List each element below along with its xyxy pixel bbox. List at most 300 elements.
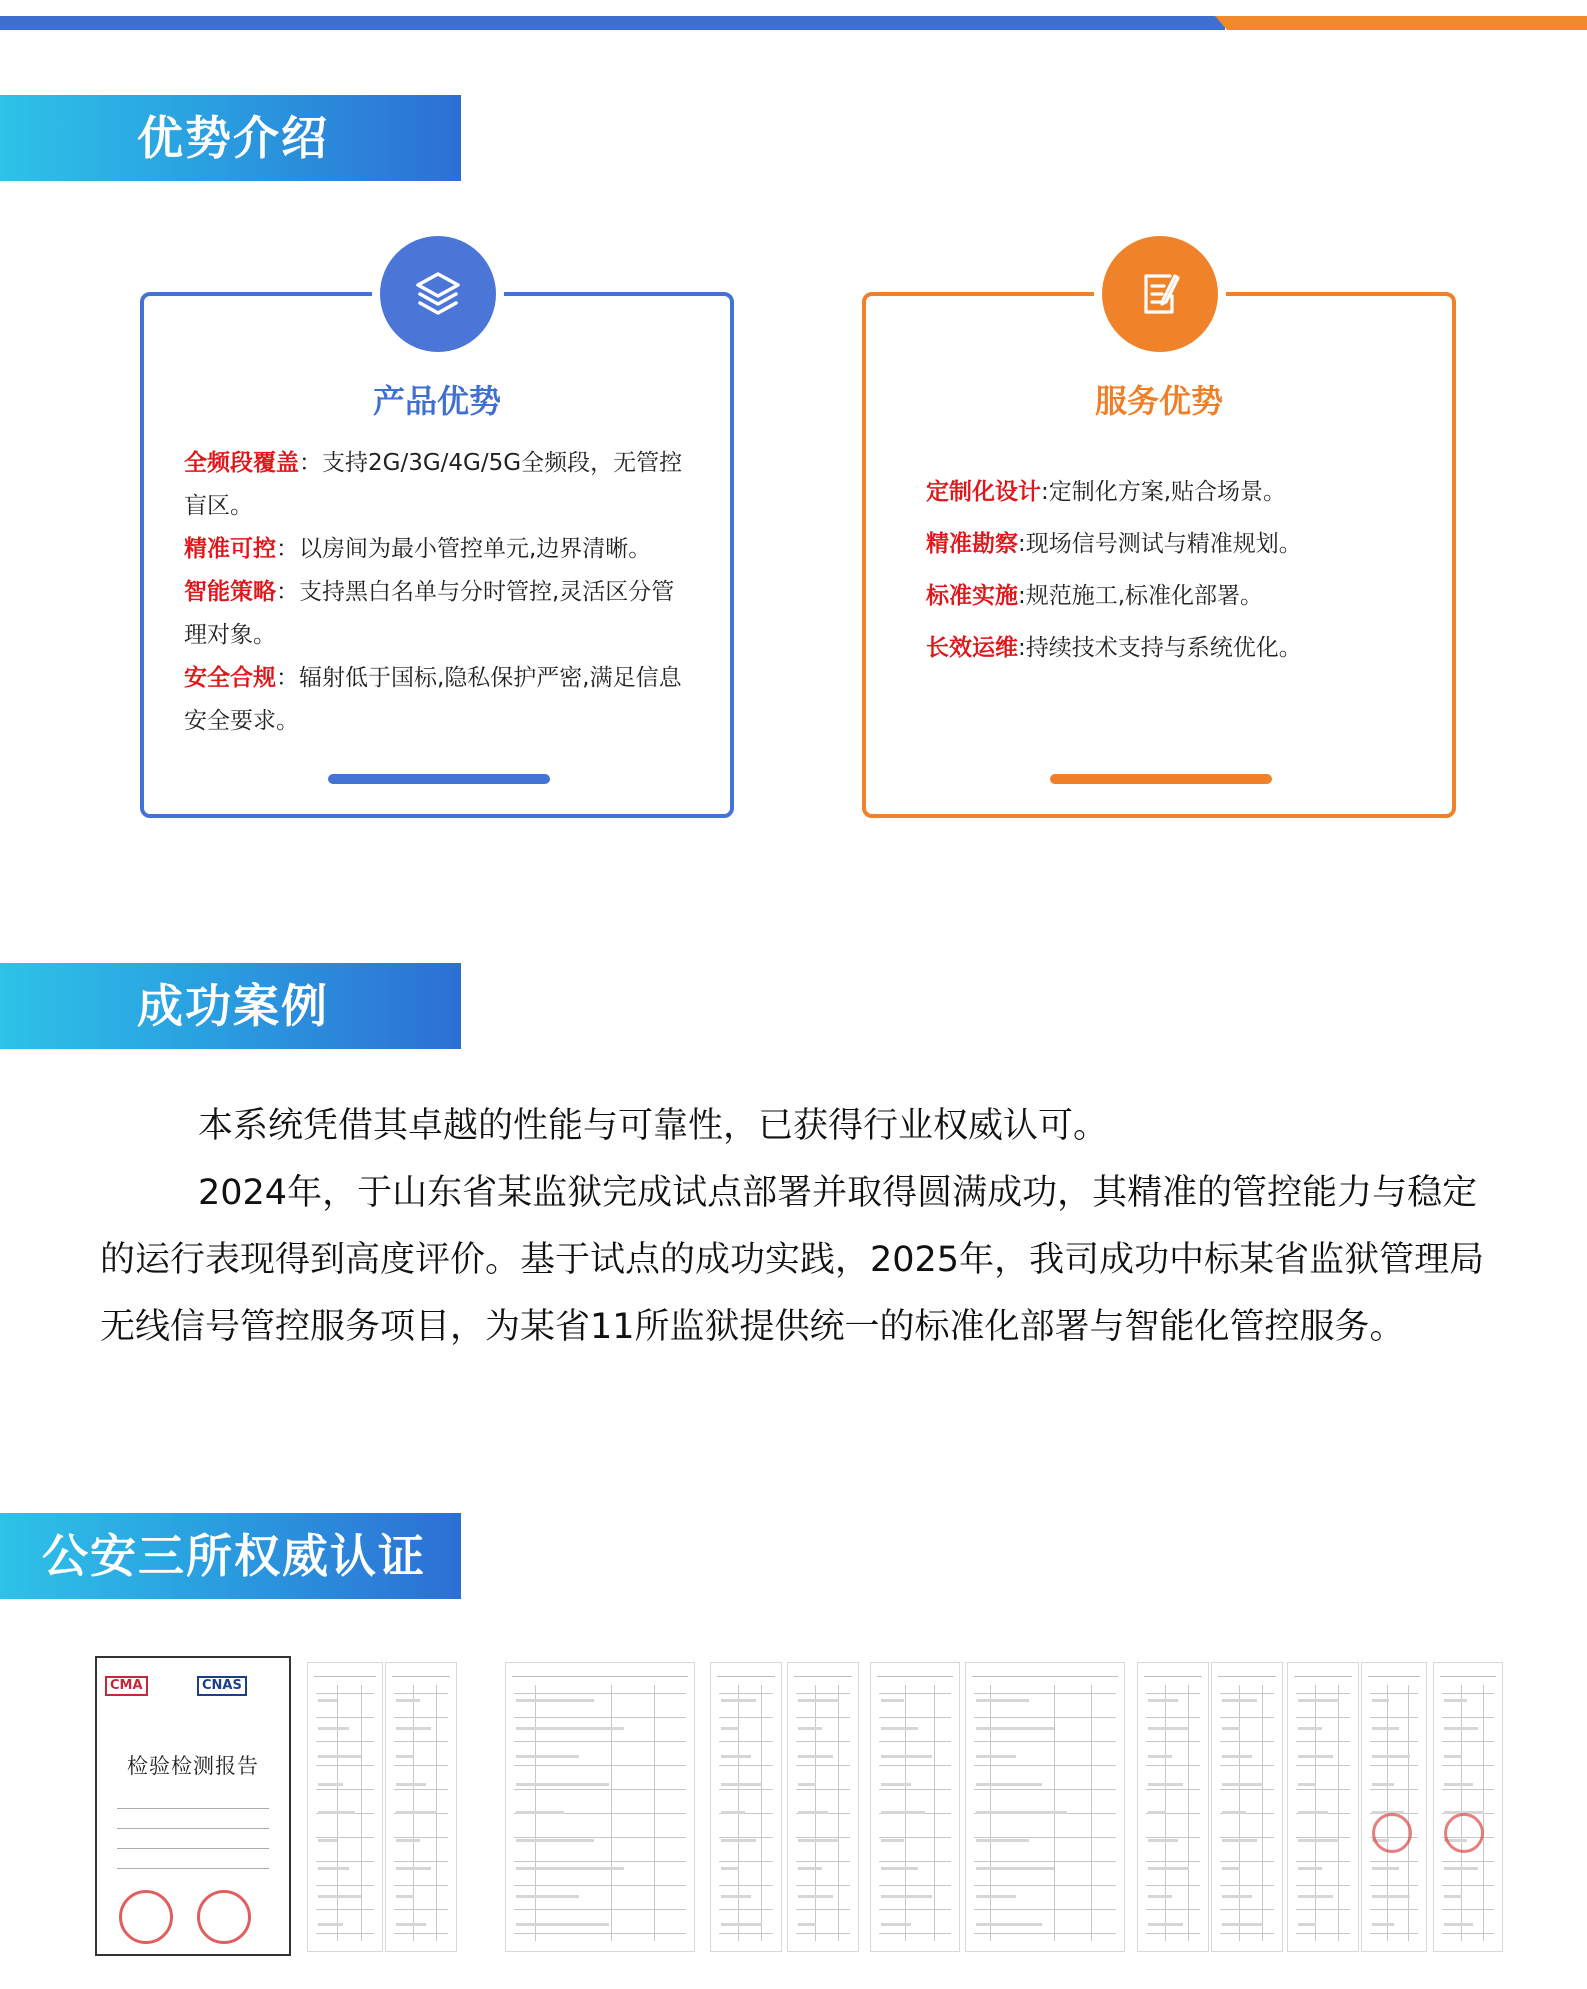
page-table-row	[796, 1933, 850, 1934]
page-header-line	[717, 1669, 775, 1677]
page-text-block	[1298, 1923, 1316, 1926]
page-text-block	[516, 1811, 564, 1814]
page-text-block	[1372, 1867, 1399, 1870]
page-table-row	[316, 1717, 374, 1718]
page-table-row	[1146, 1765, 1200, 1766]
page-text-block	[721, 1755, 751, 1758]
page-table-row	[1296, 1861, 1350, 1862]
page-text-block	[1222, 1727, 1240, 1730]
page-text-block	[976, 1699, 1029, 1702]
section-banner-advantages	[0, 95, 461, 181]
page-text-block	[1222, 1783, 1263, 1786]
page-text-block	[798, 1811, 828, 1814]
page-text-block	[1222, 1867, 1240, 1870]
page-table-row	[1370, 1789, 1418, 1790]
page-table-row	[1220, 1765, 1274, 1766]
page-text-block	[721, 1867, 739, 1870]
page-text-block	[396, 1811, 437, 1814]
report-page-thumbnail	[1211, 1662, 1283, 1952]
cover-line	[117, 1848, 269, 1849]
cases-paragraph-1: 本系统凭借其卓越的性能与可靠性，已获得行业权威认可。	[198, 1106, 1109, 1146]
page-table-row	[514, 1933, 686, 1934]
cases-paragraph-2: 2024年，于山东省某监狱完成试点部署并取得圆满成功，其精准的管控能力与稳定的运行表现得到高度评价。基于试点的成功实践，2025年，我司成功中标某省监狱管理局无线信号管控服务项目，为某省11所监狱提供统一的标准化部署与智能化管控服务。	[100, 1173, 1485, 1347]
page-text-block	[881, 1783, 911, 1786]
page-table-row	[879, 1741, 951, 1742]
product-item-key: 全频段覆盖	[184, 450, 299, 476]
page-table-column	[1188, 1685, 1189, 1941]
cases-description	[100, 1093, 1500, 1361]
page-text-block	[1298, 1839, 1339, 1842]
service-item	[926, 622, 1416, 674]
page-table-row	[879, 1837, 951, 1838]
page-text-block	[516, 1755, 579, 1758]
page-table-row	[974, 1909, 1116, 1910]
product-item-text: ：支持黑白名单与分时管控,灵活区分管理对象。	[184, 579, 675, 648]
page-text-block	[976, 1895, 1016, 1898]
page-text-block	[721, 1783, 762, 1786]
red-seal	[1372, 1813, 1412, 1853]
service-item-key: 长效运维	[926, 635, 1018, 661]
page-table-row	[1370, 1909, 1418, 1910]
page-table-row	[719, 1909, 773, 1910]
page-table-row	[394, 1717, 448, 1718]
report-page-thumbnail	[710, 1662, 782, 1952]
page-table-row	[1146, 1717, 1200, 1718]
page-table-row	[316, 1765, 374, 1766]
page-table-row	[1146, 1837, 1200, 1838]
page-table-row	[394, 1693, 448, 1694]
page-table-row	[796, 1789, 850, 1790]
cma-logo: CMA	[105, 1676, 148, 1696]
report-page-thumbnail	[307, 1662, 383, 1952]
page-text-block	[798, 1727, 822, 1730]
page-text-block	[396, 1699, 420, 1702]
page-table-row	[514, 1837, 686, 1838]
page-table-row	[394, 1909, 448, 1910]
page-table-row	[719, 1693, 773, 1694]
layers-icon	[380, 236, 496, 352]
page-text-block	[318, 1727, 349, 1730]
page-table-row	[796, 1693, 850, 1694]
top-stripe-blue	[0, 16, 1225, 30]
page-table-row	[394, 1933, 448, 1934]
page-header-line	[512, 1669, 688, 1677]
page-table-row	[879, 1909, 951, 1910]
page-table-row	[879, 1885, 951, 1886]
page-text-block	[798, 1839, 839, 1842]
page-table-column	[838, 1685, 839, 1941]
page-table-row	[1442, 1765, 1494, 1766]
page-text-block	[318, 1839, 337, 1842]
page-table-row	[796, 1741, 850, 1742]
page-table-row	[394, 1789, 448, 1790]
page-table-row	[1146, 1693, 1200, 1694]
product-item	[184, 528, 694, 571]
report-page-thumbnail	[965, 1662, 1125, 1952]
page-table-row	[1442, 1885, 1494, 1886]
report-page-thumbnail	[1433, 1662, 1503, 1952]
page-text-block	[798, 1895, 833, 1898]
page-text-block	[976, 1867, 1054, 1870]
page-text-block	[1444, 1727, 1478, 1730]
page-text-block	[396, 1895, 414, 1898]
page-table-row	[719, 1837, 773, 1838]
page-text-block	[1372, 1755, 1410, 1758]
page-text-block	[1148, 1839, 1178, 1842]
page-table-row	[879, 1933, 951, 1934]
page-table-row	[514, 1789, 686, 1790]
page-table-row	[719, 1717, 773, 1718]
page-text-block	[976, 1755, 1016, 1758]
report-page-thumbnail	[870, 1662, 960, 1952]
page-text-block	[881, 1895, 932, 1898]
product-item	[184, 657, 694, 743]
page-text-block	[798, 1923, 816, 1926]
page-header-line	[392, 1669, 450, 1677]
page-table-column	[1338, 1685, 1339, 1941]
page-table-row	[879, 1765, 951, 1766]
page-text-block	[881, 1923, 911, 1926]
page-table-row	[394, 1765, 448, 1766]
page-table-row	[719, 1765, 773, 1766]
red-stamp	[119, 1890, 173, 1944]
service-item	[926, 466, 1416, 518]
page-table-row	[719, 1789, 773, 1790]
edit-document-icon	[1102, 236, 1218, 352]
page-table-row	[879, 1693, 951, 1694]
service-item	[926, 518, 1416, 570]
page-table-row	[796, 1717, 850, 1718]
test-report-cover	[95, 1656, 291, 1956]
page-text-block	[1444, 1867, 1478, 1870]
page-table-row	[1220, 1741, 1274, 1742]
page-table-row	[316, 1789, 374, 1790]
page-header-line	[1368, 1669, 1420, 1677]
page-text-block	[1222, 1699, 1257, 1702]
page-table-row	[1296, 1693, 1350, 1694]
page-text-block	[976, 1923, 1042, 1926]
page-table-row	[316, 1741, 374, 1742]
page-text-block	[1222, 1923, 1263, 1926]
page-text-block	[1222, 1839, 1257, 1842]
page-header-line	[794, 1669, 852, 1677]
page-table-row	[394, 1861, 448, 1862]
section-title-advantages: 优势介绍	[137, 111, 329, 165]
page-text-block	[516, 1923, 609, 1926]
page-header-line	[314, 1669, 376, 1677]
cnas-logo: CNAS	[197, 1676, 247, 1696]
page-text-block	[396, 1755, 414, 1758]
page-table-row	[1296, 1933, 1350, 1934]
cover-line	[117, 1808, 269, 1809]
page-text-block	[1372, 1895, 1410, 1898]
page-text-block	[1372, 1699, 1389, 1702]
page-text-block	[1148, 1867, 1189, 1870]
page-text-block	[1372, 1783, 1394, 1786]
page-table-row	[1146, 1885, 1200, 1886]
page-table-row	[1220, 1861, 1274, 1862]
page-table-row	[1296, 1837, 1350, 1838]
page-table-row	[1370, 1861, 1418, 1862]
report-cover-title: 检验检测报告	[127, 1754, 259, 1778]
product-item-text: ：以房间为最小管控单元,边界清晰。	[276, 536, 652, 562]
page-table-row	[514, 1765, 686, 1766]
product-advantage-card	[140, 292, 734, 818]
section-banner-cases	[0, 963, 461, 1049]
service-item-key: 标准实施	[926, 583, 1018, 609]
page-text-block	[318, 1783, 343, 1786]
page-table-row	[879, 1717, 951, 1718]
report-page-thumbnail	[1137, 1662, 1209, 1952]
page-table-row	[1370, 1885, 1418, 1886]
service-item-text: :现场信号测试与精准规划。	[1018, 531, 1302, 557]
service-item-key: 精准勘察	[926, 531, 1018, 557]
report-page-thumbnail	[385, 1662, 457, 1952]
page-text-block	[516, 1699, 594, 1702]
page-table-row	[316, 1693, 374, 1694]
page-table-column	[1091, 1685, 1092, 1941]
service-item	[926, 570, 1416, 622]
page-text-block	[1444, 1923, 1473, 1926]
page-text-block	[396, 1867, 431, 1870]
page-text-block	[721, 1839, 756, 1842]
page-table-row	[1220, 1789, 1274, 1790]
cover-line	[117, 1868, 269, 1869]
page-table-row	[1370, 1765, 1418, 1766]
page-text-block	[1372, 1727, 1399, 1730]
page-text-block	[318, 1699, 337, 1702]
page-header-line	[1218, 1669, 1276, 1677]
page-table-row	[1442, 1693, 1494, 1694]
page-text-block	[318, 1811, 355, 1814]
service-item-text: :定制化方案,贴合场景。	[1041, 479, 1287, 505]
page-table-row	[316, 1885, 374, 1886]
page-text-block	[1444, 1699, 1467, 1702]
page-table-row	[316, 1933, 374, 1934]
page-table-row	[1146, 1909, 1200, 1910]
service-card-list	[926, 466, 1416, 674]
page-text-block	[798, 1783, 816, 1786]
page-table-row	[1442, 1741, 1494, 1742]
page-text-block	[798, 1699, 839, 1702]
page-text-block	[1222, 1895, 1252, 1898]
page-table-row	[1370, 1741, 1418, 1742]
page-table-row	[796, 1885, 850, 1886]
page-table-row	[796, 1861, 850, 1862]
page-text-block	[881, 1839, 904, 1842]
page-table-row	[514, 1909, 686, 1910]
page-text-block	[396, 1783, 426, 1786]
page-table-row	[974, 1741, 1116, 1742]
page-table-row	[974, 1765, 1116, 1766]
page-table-column	[654, 1685, 655, 1941]
page-text-block	[1298, 1783, 1316, 1786]
page-table-row	[514, 1861, 686, 1862]
page-text-block	[1222, 1755, 1252, 1758]
page-text-block	[1148, 1923, 1183, 1926]
page-text-block	[798, 1755, 833, 1758]
page-table-column	[1408, 1685, 1409, 1941]
section-title-cases: 成功案例	[137, 979, 329, 1033]
page-text-block	[1372, 1923, 1394, 1926]
page-table-row	[1146, 1741, 1200, 1742]
page-text-block	[1298, 1811, 1328, 1814]
page-table-row	[514, 1717, 686, 1718]
page-table-row	[1442, 1861, 1494, 1862]
page-table-row	[1220, 1837, 1274, 1838]
product-item-text: ：辐射低于国标,隐私保护严密,满足信息安全要求。	[184, 665, 682, 734]
page-table-row	[514, 1693, 686, 1694]
page-table-row	[1296, 1741, 1350, 1742]
page-text-block	[881, 1727, 918, 1730]
page-text-block	[1298, 1699, 1339, 1702]
page-text-block	[881, 1699, 904, 1702]
page-table-row	[1442, 1717, 1494, 1718]
page-text-block	[516, 1895, 579, 1898]
page-header-line	[972, 1669, 1118, 1677]
page-table-row	[1296, 1789, 1350, 1790]
page-text-block	[1148, 1699, 1178, 1702]
page-table-row	[1220, 1885, 1274, 1886]
page-table-row	[1220, 1693, 1274, 1694]
page-text-block	[976, 1811, 1067, 1814]
page-table-row	[394, 1741, 448, 1742]
product-card-list	[184, 442, 694, 743]
page-text-block	[881, 1867, 918, 1870]
page-text-block	[318, 1755, 361, 1758]
page-table-row	[394, 1885, 448, 1886]
page-text-block	[396, 1839, 420, 1842]
page-text-block	[1222, 1811, 1246, 1814]
page-text-block	[1148, 1895, 1172, 1898]
page-table-row	[974, 1693, 1116, 1694]
report-page-thumbnail	[1287, 1662, 1359, 1952]
page-header-line	[1440, 1669, 1496, 1677]
page-table-row	[974, 1789, 1116, 1790]
page-text-block	[1148, 1727, 1189, 1730]
page-text-block	[881, 1811, 925, 1814]
page-text-block	[1298, 1895, 1333, 1898]
top-stripe-orange	[1215, 16, 1587, 30]
report-page-thumbnail	[505, 1662, 695, 1952]
page-text-block	[1298, 1867, 1322, 1870]
page-table-row	[1370, 1693, 1418, 1694]
page-text-block	[798, 1867, 822, 1870]
page-table-row	[1220, 1717, 1274, 1718]
page-table-row	[1296, 1717, 1350, 1718]
page-text-block	[1148, 1811, 1166, 1814]
page-table-row	[1442, 1789, 1494, 1790]
page-table-column	[611, 1685, 612, 1941]
page-table-row	[1296, 1909, 1350, 1910]
page-text-block	[516, 1867, 624, 1870]
page-table-row	[879, 1861, 951, 1862]
page-text-block	[881, 1755, 932, 1758]
certificate-documents-strip	[95, 1656, 1515, 1962]
product-item	[184, 571, 694, 657]
page-table-row	[1296, 1885, 1350, 1886]
service-item-text: :规范施工,标准化部署。	[1018, 583, 1264, 609]
report-page-thumbnail	[787, 1662, 859, 1952]
service-item-text: :持续技术支持与系统优化。	[1018, 635, 1302, 661]
page-table-row	[879, 1789, 951, 1790]
page-text-block	[1298, 1755, 1333, 1758]
page-text-block	[318, 1895, 361, 1898]
page-table-column	[1262, 1685, 1263, 1941]
page-table-row	[1442, 1933, 1494, 1934]
page-text-block	[1444, 1755, 1462, 1758]
page-table-row	[796, 1837, 850, 1838]
page-text-block	[1298, 1727, 1322, 1730]
page-text-block	[976, 1783, 1042, 1786]
page-table-column	[934, 1685, 935, 1941]
product-item-key: 精准可控	[184, 536, 276, 562]
page-table-row	[394, 1837, 448, 1838]
page-table-row	[719, 1933, 773, 1934]
page-table-row	[316, 1861, 374, 1862]
page-table-row	[514, 1741, 686, 1742]
page-table-row	[974, 1837, 1116, 1838]
page-text-block	[721, 1895, 751, 1898]
page-table-row	[1146, 1933, 1200, 1934]
page-table-row	[1146, 1861, 1200, 1862]
page-text-block	[721, 1699, 756, 1702]
page-text-block	[1444, 1783, 1473, 1786]
page-text-block	[721, 1727, 739, 1730]
page-text-block	[1148, 1755, 1172, 1758]
page-table-row	[796, 1765, 850, 1766]
page-table-row	[974, 1885, 1116, 1886]
page-text-block	[516, 1839, 594, 1842]
red-seal	[1444, 1813, 1484, 1853]
page-header-line	[1144, 1669, 1202, 1677]
report-page-thumbnail	[1361, 1662, 1427, 1952]
service-card-title: 服务优势	[1094, 382, 1223, 420]
page-table-row	[1370, 1717, 1418, 1718]
page-table-row	[1220, 1933, 1274, 1934]
page-text-block	[976, 1839, 1029, 1842]
page-table-row	[1146, 1789, 1200, 1790]
page-text-block	[396, 1727, 431, 1730]
page-text-block	[318, 1867, 349, 1870]
product-item-text: ：支持2G/3G/4G/5G全频段，无管控盲区。	[184, 450, 683, 519]
page-table-row	[719, 1885, 773, 1886]
page-header-line	[1294, 1669, 1352, 1677]
section-banner-certification	[0, 1513, 461, 1599]
page-table-row	[796, 1909, 850, 1910]
product-item-key: 安全合规	[184, 665, 276, 691]
product-card-title: 产品优势	[372, 382, 501, 420]
page-text-block	[396, 1923, 426, 1926]
page-table-row	[316, 1837, 374, 1838]
page-table-row	[1442, 1909, 1494, 1910]
cover-line	[117, 1828, 269, 1829]
page-table-row	[514, 1885, 686, 1886]
product-card-accent-bar	[328, 774, 550, 784]
service-item-key: 定制化设计	[926, 479, 1041, 505]
page-text-block	[1148, 1783, 1183, 1786]
section-title-certification: 公安三所权威认证	[42, 1529, 426, 1583]
page-text-block	[721, 1923, 762, 1926]
service-advantage-card	[862, 292, 1456, 818]
page-table-row	[1296, 1765, 1350, 1766]
page-text-block	[976, 1727, 1054, 1730]
page-table-row	[719, 1741, 773, 1742]
page-table-row	[974, 1717, 1116, 1718]
page-text-block	[318, 1923, 343, 1926]
page-text-block	[516, 1727, 624, 1730]
page-table-column	[361, 1685, 362, 1941]
